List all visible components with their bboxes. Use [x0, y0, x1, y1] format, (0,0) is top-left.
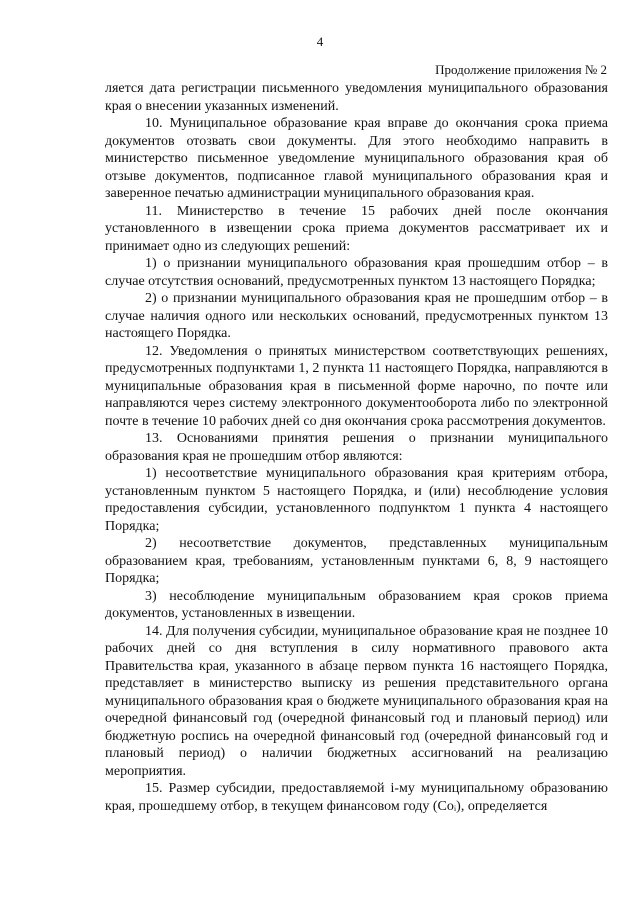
paragraph-continuation: ляется дата регистрации письменного уведомления муниципального образования края о внесении указанных изменений.: [105, 81, 608, 114]
paragraph-13-item-1: 1) несоответствие муниципального образования края критериям отбора, установленным пунктом 5 настоящего Порядка, и (или) несоблюдение условия предоставления субсидии, установленного подпунктом 1 пункта 4 настоящего Порядка;: [105, 466, 608, 534]
appendix-continuation-label: Продолжение приложения № 2: [435, 62, 607, 77]
paragraph-13: 13. Основаниями принятия решения о признании муниципального образования края не прошедшим отбор являются:: [105, 431, 608, 464]
page-number: 4: [316, 34, 324, 49]
paragraph-11-item-1: 1) о признании муниципального образования края прошедшим отбор – в случае отсутствия оснований, предусмотренных пунктом 13 настоящего Порядка;: [105, 256, 608, 289]
paragraph-13-item-2: 2) несоответствие документов, представленных муниципальным образованием края, требованиям, установленным пунктами 6, 8, 9 настоящего Порядка;: [105, 536, 608, 586]
paragraph-14: 14. Для получения субсидии, муниципальное образование края не позднее 10 рабочих дней со дня вступления в силу нормативного правового акта Правительства края, указанного в абзаце первом пункта 16 настоящего Порядка, представляет в министерство выписку из решения представительного органа муниципального образования края о бюджете муниципального образования края на очередной финансовый год (очередной финансовый год и плановый период) или бюджетную роспись на очередной финансовый год (очередной финансовый год и плановый период) о наличии бюджетных ассигнований на реализацию мероприятия.: [105, 623, 608, 779]
paragraph-11-item-2: 2) о признании муниципального образования края не прошедшим отбор – в случае наличия одного или нескольких оснований, предусмотренных пунктом 13 настоящего Порядка.: [105, 291, 608, 341]
paragraph-12: 12. Уведомления о принятых министерством соответствующих решениях, предусмотренных подпунктами 1, 2 пункта 11 настоящего Порядка, направляются в муниципальные образования края в письменной форме нарочно, по почте или направляются через систему электронного документооборота либо по электронной почте в течение 10 рабочих дней со дня окончания срока рассмотрения документов.: [105, 343, 608, 429]
paragraph-15: 15. Размер субсидии, предоставляемой i-му муниципальному образованию края, прошедшему отбор, в текущем финансовом году (Coᵢ), определяется: [105, 781, 608, 814]
document-body: [105, 80, 608, 815]
paragraph-13-item-3: 3) несоблюдение муниципальным образованием края сроков приема документов, установленных в извещении.: [105, 588, 608, 621]
paragraph-11: 11. Министерство в течение 15 рабочих дней после окончания установленного в извещении срока приема документов рассматривает их и принимает одно из следующих решений:: [105, 203, 608, 254]
paragraph-10: 10. Муниципальное образование края вправе до окончания срока приема документов отозвать свои документы. Для этого необходимо направить в министерство письменное уведомление муниципального образования края об отзыве документов, подписанное главой муниципального образования края и заверенное печатью администрации муниципального образования края.: [105, 116, 608, 201]
